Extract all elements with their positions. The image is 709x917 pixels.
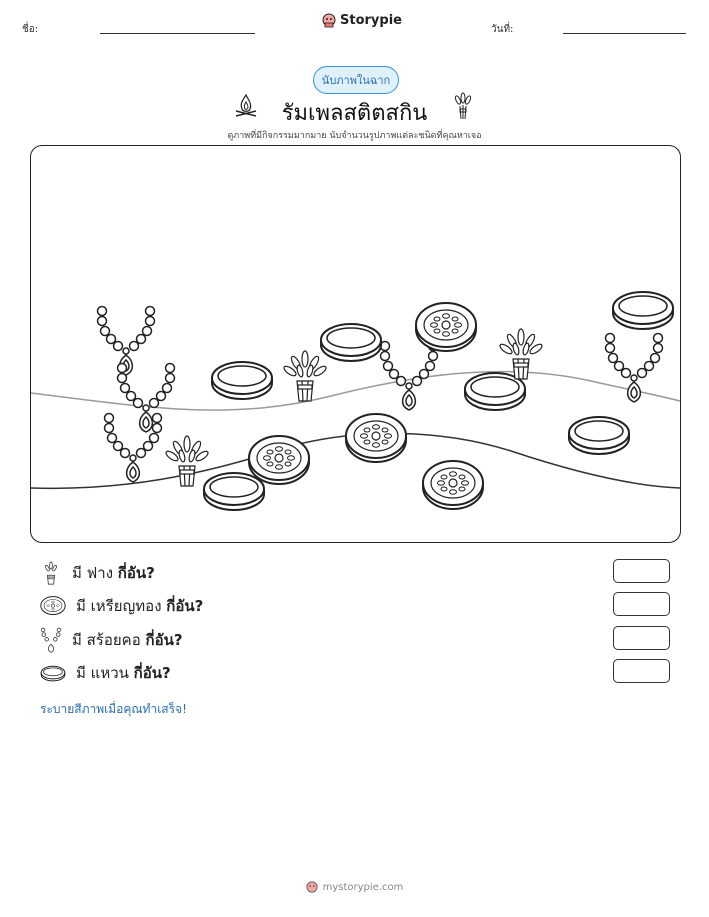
answer-box-necklace[interactable]: [613, 626, 670, 650]
question-necklace: [40, 627, 183, 653]
answer-box-ring[interactable]: [613, 659, 670, 683]
brand-name: Storypie: [340, 12, 402, 28]
question-text: มี เหรียญทอง กี่อัน?: [76, 597, 204, 615]
ring-item: [613, 292, 673, 329]
search-scene: [30, 145, 681, 543]
question-text: มี ฟาง กี่อัน?: [72, 564, 155, 582]
instructions: ดูภาพที่มีกิจกรรมมากมาย นับจำนวนรูปภาพแต่ละชนิดที่คุณหาเจอ: [227, 131, 482, 141]
gold-coin-icon: [40, 595, 66, 617]
necklace-item: [606, 334, 663, 403]
page-title: รัมเพลสติตสกิน: [281, 101, 428, 126]
question-coin: [40, 593, 203, 619]
date-label: วันที่:: [491, 24, 514, 35]
necklace-item: [381, 342, 438, 411]
gold-coin-item: [249, 436, 309, 484]
footer-url[interactable]: mystorypie.com: [322, 881, 404, 893]
ring-icon: [40, 664, 66, 682]
activity-badge: นับภาพในฉาก: [313, 66, 399, 94]
question-wheat: [40, 560, 155, 586]
wheat-item: [165, 436, 210, 486]
date-field-line[interactable]: [563, 33, 686, 34]
gold-coin-item: [423, 461, 483, 509]
gold-coin-item: [416, 303, 476, 351]
scene-illustration: [31, 146, 680, 542]
completion-instruction: ระบายสีภาพเมื่อคุณทำเสร็จ!: [40, 702, 187, 716]
question-text: มี สร้อยคอ กี่อัน?: [72, 631, 183, 649]
wheat-bundle-icon: [40, 561, 62, 585]
necklace-icon: [40, 627, 62, 653]
gold-coin-item: [346, 414, 406, 462]
answer-box-wheat[interactable]: [613, 559, 670, 583]
name-field-line[interactable]: [100, 33, 255, 34]
wheat-item: [283, 351, 328, 401]
question-ring: [40, 660, 171, 686]
ring-item: [569, 417, 629, 454]
ring-item: [204, 473, 264, 510]
question-text: มี แหวน กี่อัน?: [76, 664, 171, 682]
wheat-bundle-title-icon: [452, 91, 474, 121]
storypie-mascot-icon: [322, 12, 336, 28]
answer-box-coin[interactable]: [613, 592, 670, 616]
name-label: ชื่อ:: [22, 24, 39, 35]
footer: [0, 880, 709, 894]
ring-item: [212, 362, 272, 399]
storypie-mascot-icon: [306, 880, 318, 894]
ring-item: [321, 324, 381, 361]
brand-logo: [322, 12, 402, 28]
